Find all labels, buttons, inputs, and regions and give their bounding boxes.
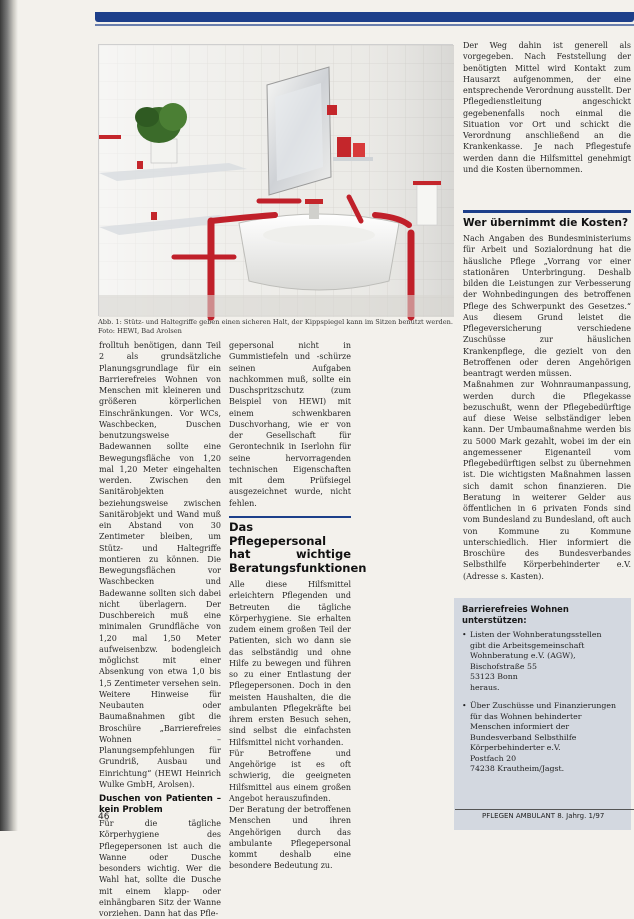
kosten-paragraph-2: Maßnahmen zur Wohnraumanpassung, werden durch die Pflegekasse bezuschußt, wenn der Pflegebedürftige auf diese Weise selbständiger leben kann. Der Umbaumaßnahme werden bis zu 5000 Mark gezahlt, wobei im der ein angemessener Eigenanteil vom Pflegebedürftigen selbst zu übernehmen ist. Die wichtigsten Maßnahmen lassen sich damit schon finanzieren. Die Beratung in weiterer Gelder aus öffentlichen in 6 privaten Fonds sind vom Bundesland zu Bundesland, oft auch von Kommune zu Kommune unterschiedlich. Hier informiert die Broschüre des Bundesverbandes Selbsthilfe Körperbehinderter e.V. (Adresse s. Kasten). — [463, 380, 631, 581]
heading-kosten: Wer übernimmt die Kosten? — [463, 210, 631, 233]
column-1 — [99, 340, 221, 919]
info-box-item-bsk — [462, 701, 623, 775]
column-2-bottom — [229, 516, 367, 872]
info-line: Postfach 20 — [470, 753, 517, 763]
column-3-paragraph: Der Weg dahin ist generell als vorgegeben. Nach Feststellung der benötigten Mittel wird Kontakt zum Hausarzt aufgenommen, der eine entsprechende Verordnung ausstellt. Der Pflegedienstleitung angeschickt gegebenenfalls noch einmal die Situation vor Ort und schickt die Verordnung anschließend an die Krankenkasse. Je nach Pflegestufe werden dann die Hilfsmittel genehmigt und die Kosten übernommen. — [463, 41, 631, 174]
pflegepersonal-paragraph-3: Der Beratung der betroffenen Menschen und ihren Angehörigen durch das ambulante Pflegepersonal kommt deshalb eine besondere Bedeutung zu. — [229, 805, 351, 871]
column-1-continuation: Für die tägliche Körperhygiene des Pflegepersonen ist auch die Wanne oder Dusche besonders wichtig. Wer die Wahl hat, sollte die Dusche mit einem klapp- oder einhängbaren Sitz der Wanne vorziehen. Dann hat das Pfle- — [99, 819, 221, 918]
info-line: Menschen informiert der — [470, 722, 570, 731]
info-line: • Listen der Wohnberatungsstellen — [470, 630, 602, 639]
top-thin-rule — [95, 24, 634, 26]
subhead-duschen: Duschen von Patienten – kein Problem — [99, 794, 221, 815]
heading-pflegepersonal: Das Pflegepersonal hat wichtige Beratungsfunktionen — [229, 516, 351, 575]
page-number: 46 — [98, 812, 110, 822]
top-color-rule — [95, 12, 634, 22]
kosten-paragraph-1: Nach Angaben des Bundesministeriums für Arbeit und Sozialordnung hat die häusliche Pflege „Vorrang vor einer stationären Unterbringung. Deshalb bilden die Leistungen zur Verbesserung der Wohnbedingungen des betroffenen Pflege des Schwerpunkt des Gesetzes.“ Aus diesem Grund leistet die Pflegeversicherung verschiedene Zuschüsse zur häuslichen Krankenpflege, die gezielt von den Betroffenen oder deren Angehörigen beantragt werden müssen. — [463, 234, 631, 378]
tilting-mirror — [267, 67, 337, 195]
info-box — [454, 598, 631, 830]
info-line: Bischofstraße 55 — [470, 661, 537, 671]
info-box-title: Barrierefreies Wohnen unterstützen: — [462, 604, 569, 625]
bathroom-photo — [98, 44, 453, 316]
column-3-top — [463, 40, 631, 175]
photo-caption: Abb. 1: Stütz- und Haltegriffe geben einen sicheren Halt, der Kippspiegel kann im Sitzen benutzt werden. Foto: HEWI, Bad Arolsen — [98, 318, 453, 335]
column-3-costs — [463, 210, 631, 582]
column-1-paragraph: frolltuh benötigen, dann Teil 2 als grundsätzliche Planungsgrundlage für ein Barrierefreies Wohnen von Menschen mit kleineren und größeren körperlichen Einschränkungen. Vor WCs, Waschbecken, Duschen benutzungsweise Badewannen sollte eine Bewegungsfläche von 1,20 mal 1,20 Meter eingehalten werden. Zwischen den Sanitärobjekten beziehungsweise zwischen Sanitärobjekt und Wand muß ein Abstand von 30 Zentimeter bleiben, um Stütz- und Haltegriffe montieren zu können. Die Bewegungsflächen vor Waschbecken und Badewanne sollten sich dabei nicht überlagern. Der Duschbereich muß eine minimalen Grundfläche von 1,20 mal 1,50 Meter aufweisenbzw. bodengleich möglichst mit einer Absenkung von etwa 1,0 bis 1,5 Zentimeter versehen sein. Weitere Hinweise für Neubauten oder Baumaßnahmen gibt die Broschüre „Barrierefreies Wohnen – Planungsempfehlungen für Grundriß, Ausbau und Einrichtung“ (HEWI Heinrich Wulke GmbH, Arolsen). — [99, 341, 221, 789]
pflegepersonal-paragraph-1: Alle diese Hilfsmittel erleichtern Pflegenden und Betreuten die tägliche Körperhygiene. Sie erhalten zudem einem großen Teil der Patienten, sich wo dann sie das selbständig und ohne Hilfe zu bewegen und führen so zu einer Entlastung der Pflegepersonen. Doch in den meisten Haushalten, die die ambulanten Pflegekräfte bei ihrem ersten Besuch sehen, sind selbst die einfachsten Hilfsmittel nicht vorhanden. — [229, 580, 351, 747]
info-line: 74238 Krautheim/Jagst. — [470, 764, 565, 773]
column-2-paragraph: gepersonal nicht in Gummistiefeln und -schürze seinen Aufgaben nachkommen muß, sollte ein Duschspritzschutz (zum Beispiel von HEWI) mit einem schwenkbaren Duschvorhang, wie er von der Gesellschaft für Gerontechnik in Iserlohn für seine hervorragenden technischen Eigenschaften mit dem Prüfsiegel ausgezeichnet wurde, nicht fehlen. — [229, 341, 351, 508]
footer-rule — [455, 809, 634, 810]
towel — [413, 181, 441, 225]
page-gutter-shadow — [0, 0, 18, 831]
column-2-top — [229, 340, 351, 509]
pflegepersonal-paragraph-2: Für Betroffene und Angehörige ist es oft schwierig, die geeigneten Hilfsmittel aus einem großen Angebot herauszufinden. — [229, 748, 351, 803]
info-line: • Über Zuschüsse und Finanzierungen für das Wohnen behinderter — [470, 701, 617, 721]
info-line: heraus. — [470, 682, 500, 692]
magazine-footer: PFLEGEN AMBULANT 8. Jahrg. 1/97 — [482, 812, 605, 820]
info-line: 53123 Bonn — [470, 672, 518, 681]
info-box-item-agw — [462, 630, 623, 693]
info-line: Bundesverband Selbsthilfe Körperbehinderter e.V. — [470, 732, 577, 752]
info-line: Wohnberatung e.V. (AGW), — [470, 651, 576, 660]
info-line: gibt die Arbeitsgemeinschaft — [470, 640, 585, 650]
